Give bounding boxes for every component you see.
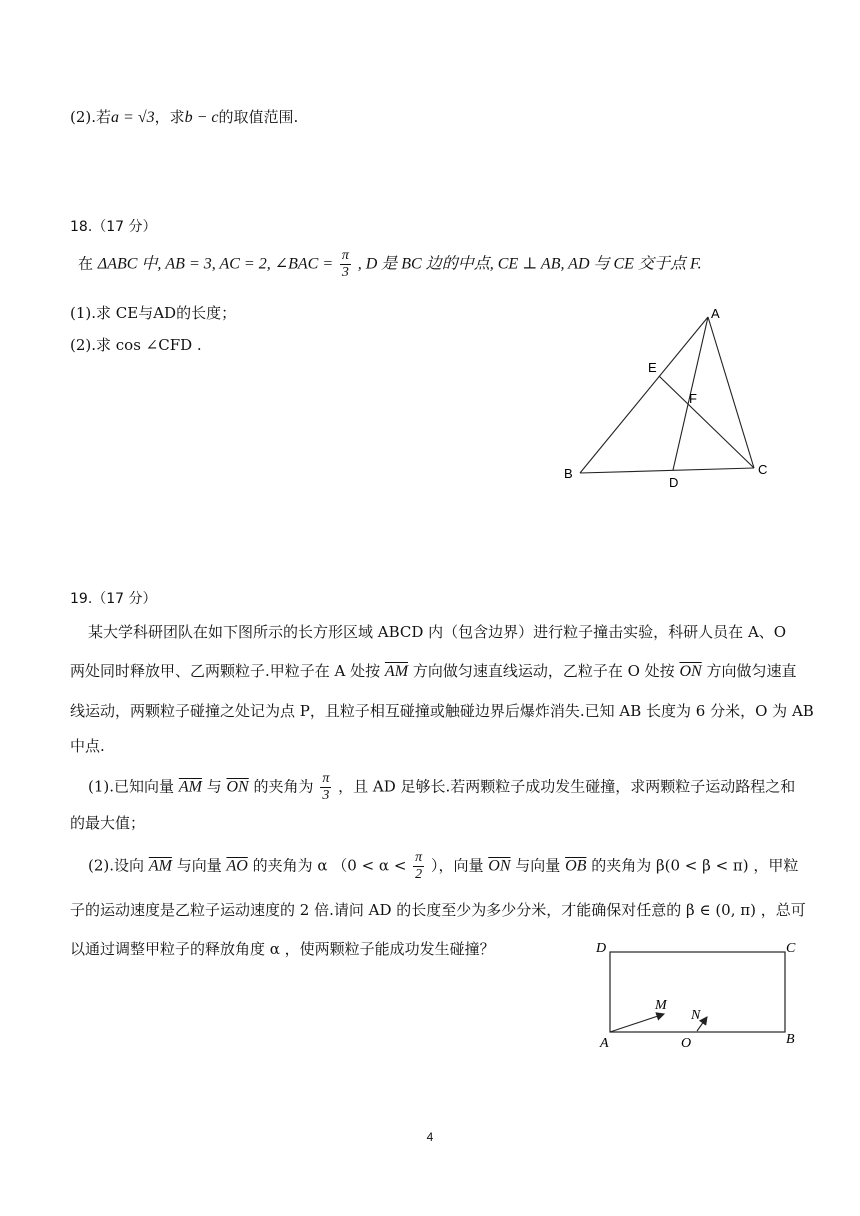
q18-stem-prefix: 在: [78, 254, 94, 273]
label-m: M: [655, 998, 667, 1013]
q18-stem-rest: , D 是 BC 边的中点, CE ⊥ AB, AD 与 CE 交于点 F.: [357, 255, 702, 273]
vector-ao: $\overline{AO}$: [226, 857, 248, 875]
label-b: B: [564, 466, 573, 481]
q18-part2: (2).求 cos ∠CFD .: [70, 336, 202, 354]
label-n: N: [691, 1008, 701, 1023]
q19-part2-pi-over-2: $\frac{\pi}{2}$: [415, 850, 423, 882]
q19-paragraph-line-4: 中点.: [70, 737, 105, 755]
label-c: C: [786, 941, 796, 956]
vector-on: $\overline{ON}$: [679, 663, 702, 680]
q19-part1: (1).已知向量 $\overline{AM}$ 与 $\overline{ON}$ 的夹角为 $\frac{\pi}{3}$ ，且 AD 足够长.若两颗粒子成功发生碰撞，求两颗粒子运动路程之和: [88, 771, 796, 803]
q18-stem-given: ΔABC 中, AB = 3, AC = 2, ∠BAC =: [97, 255, 334, 273]
q19-paragraph-line-3: 线运动，两颗粒子碰撞之处记为点 P，且粒子相互碰撞或触碰边界后爆炸消失.已知 AB 长度为 6 分米，O 为 AB: [70, 702, 814, 720]
q17-part2-suffix: 的取值范围.: [218, 108, 299, 126]
segment-bc: [580, 468, 754, 473]
q17-part2: [70, 106, 298, 127]
label-a: A: [711, 306, 720, 321]
vector-on: $\overline{ON}$: [226, 778, 249, 796]
vector-ob: $\overline{OB}$: [565, 857, 587, 875]
q17-part2-prefix: (2).若: [70, 108, 112, 126]
q18-stem: [78, 248, 702, 281]
label-c: C: [758, 462, 768, 477]
q17-part2-condition: a = √3: [111, 109, 155, 126]
q18-triangle-figure: [555, 300, 785, 495]
label-d: D: [596, 941, 607, 956]
q18-pi-over-3: $\frac{\pi}{3}$: [341, 248, 349, 280]
label-f: F: [689, 391, 697, 406]
q19-part1-pi-over-3: $\frac{\pi}{3}$: [322, 771, 330, 803]
label-d: D: [669, 475, 679, 490]
q19-rectangle-figure: [590, 935, 805, 1055]
q19-part1-continuation: 的最大值；: [70, 814, 146, 832]
vector-am: $\overline{AM}$: [178, 778, 202, 796]
q19-header: 19.（17 分）: [70, 591, 157, 607]
page-number: 4: [426, 1130, 434, 1144]
q19-paragraph-line-1: 某大学科研团队在如下图所示的长方形区域 ABCD 内（包含边界）进行粒子撞击实验，科研人员在 A、O: [88, 623, 787, 641]
label-b: B: [786, 1032, 795, 1047]
arrow-am: [610, 1014, 664, 1032]
q19-part2-line-2: 子的运动速度是乙粒子运动速度的 2 倍.请问 AD 的长度至少为多少分米，才能确保对任意的 β ∈ (0, π) ，总可: [70, 901, 806, 919]
q19-part2-line-3: 以通过调整甲粒子的释放角度 α ，使两颗粒子能成功发生碰撞？: [70, 940, 495, 958]
q19-paragraph-line-2: 两处同时释放甲、乙两颗粒子.甲粒子在 A 处按 $\overline{AM}$ 方向做匀速直线运动，乙粒子在 O 处按 $\overline{ON}$ 方向做匀速直: [70, 662, 797, 680]
label-o: O: [681, 1036, 692, 1051]
label-e: E: [648, 360, 657, 375]
vector-am: $\overline{AM}$: [384, 663, 409, 680]
q17-part2-expression: b − c: [184, 109, 219, 126]
q18-header: 18.（17 分）: [70, 219, 157, 235]
q18-part1: (1).求 CE与AD的长度；: [70, 304, 237, 322]
vector-am: $\overline{AM}$: [148, 857, 172, 875]
q17-part2-mid: ，求: [154, 108, 185, 126]
label-a: A: [600, 1036, 609, 1051]
q19-part2: (2).设向 $\overline{AM}$ 与向量 $\overline{AO}$ 的夹角为 α （0 < α < $\frac{\pi}{2}$ ），向量 $\overline{ON}$ 与向量 $\overline{OB}$ 的夹角为 β(0 < β < π) ，甲粒: [88, 850, 799, 882]
vector-on: $\overline{ON}$: [488, 857, 511, 875]
